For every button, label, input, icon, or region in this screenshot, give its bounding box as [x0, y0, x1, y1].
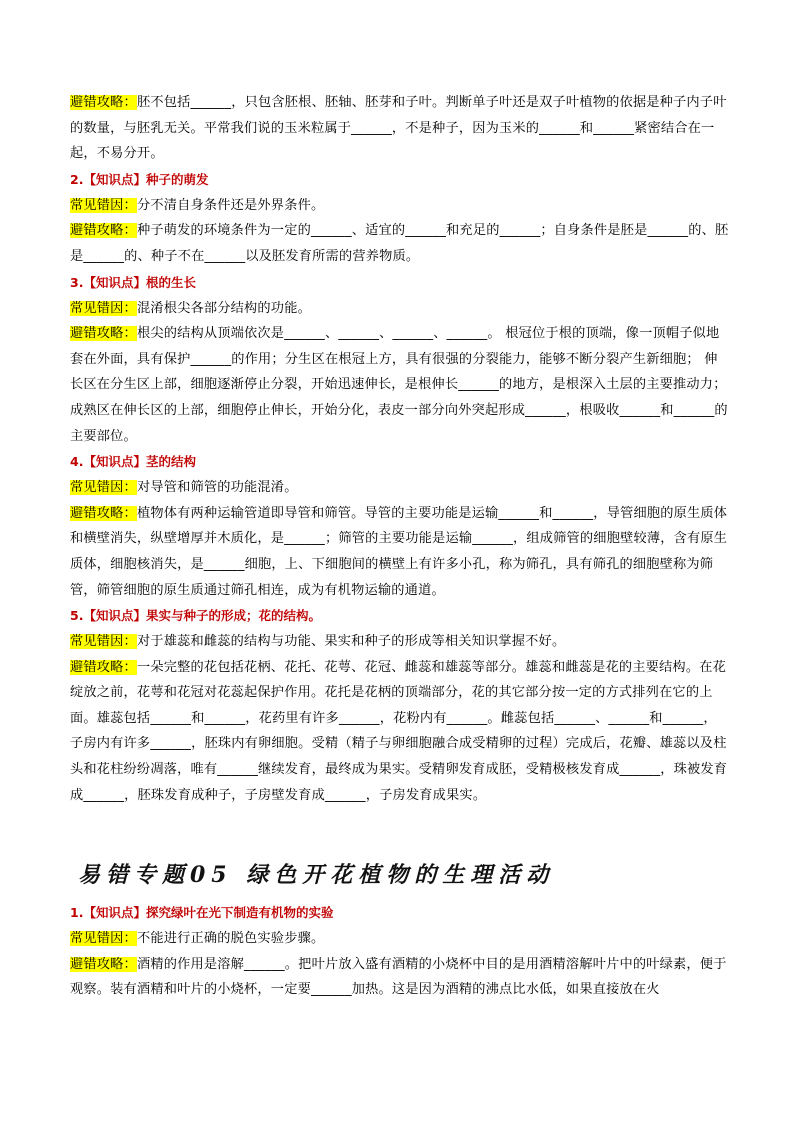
text-avoid: 一朵完整的花包括花柄、花托、花萼、花冠、雌蕊和雄蕊等部分。雄蕊和雌蕊是花的主要结构。在花绽放之前，花萼和花冠对花蕊起保护作用。花托是花柄的顶端部分，花的其它部分按一定的方式排列在它的上面。雄蕊包括______和______，花药里有许多______，花粉内有______。雌蕊包括______、______和______，子房内有许多______，胚珠内有卵细胞。受精（精子与卵细胞融合成受精卵的过程）完成后，花瓣、雄蕊以及柱头和花柱纷纷凋落，唯有______继续发育，最终成为果实。受精卵发育成胚，受精极核发育成______，珠被发育成______，胚珠发育成种子，子房壁发育成______，子房发育成果实。	[70, 659, 728, 803]
text-avoid: 植物体有两种运输管道即导管和筛管。导管的主要功能是运输______和______，导管细胞的原生质体和横壁消失，纵壁增厚并木质化，是______；筛管的主要功能是运输______，组成筛管的细胞壁较薄，含有原生质体，细胞核消失，是______细胞，上、下细胞间的横壁上有许多小孔，称为筛孔，具有筛孔的细胞壁称为筛管，筛管细胞的原生质通过筛孔相连，成为有机物运输的通道。	[70, 505, 728, 598]
label-common-cause: 常见错因：	[70, 634, 137, 650]
text-avoid: 胚不包括______，只包含胚根、胚轴、胚芽和子叶。判断单子叶还是双子叶植物的依据是种子内子叶的数量，与胚乳无关。平常我们说的玉米粒属于______，不是种子，因为玉米的______和______紧密结合在一起，不易分开。	[70, 95, 727, 162]
paragraph-cause	[70, 193, 730, 219]
paragraph-avoid	[70, 321, 730, 449]
knowledge-point-title: 4.【知识点】茎的结构	[70, 454, 196, 470]
knowledge-point-title: 2.【知识点】种子的萌发	[70, 171, 209, 187]
label-common-cause: 常见错因：	[70, 480, 137, 496]
text-avoid: 酒精的作用是溶解______。把叶片放入盛有酒精的小烧杯中目的是用酒精溶解叶片中的叶绿素，便于观察。装有酒精和叶片的小烧杯，一定要______加热。这是因为酒精的沸点比水低，如果直接放在火	[70, 956, 727, 998]
text-cause: 不能进行正确的脱色实验步骤。	[136, 931, 325, 946]
knowledge-point-title: 3.【知识点】根的生长	[70, 274, 196, 290]
paragraph-avoid	[70, 952, 730, 1003]
topic-heading: 易错专题05 绿色开花植物的生理活动	[78, 862, 555, 888]
paragraph-cause	[70, 296, 730, 322]
label-avoid-tips: 避错攻略：	[70, 326, 137, 342]
label-avoid-tips: 避错攻略：	[70, 956, 137, 972]
label-avoid-tips: 避错攻略：	[70, 95, 137, 110]
paragraph-cause	[70, 629, 730, 655]
knowledge-point-title: 1.【知识点】探究绿叶在光下制造有机物的实验	[70, 905, 334, 920]
label-common-cause: 常见错因：	[70, 931, 137, 946]
knowledge-point-title: 5.【知识点】果实与种子的形成；花的结构。	[70, 608, 321, 624]
paragraph-cause	[70, 926, 730, 952]
paragraph-avoid	[70, 218, 730, 269]
text-avoid: 根尖的结构从顶端依次是______、______、______、______。 根冠位于根的顶端，像一顶帽子似地套在外面，具有保护______的作用；分生区在根冠上方，具有很强的分裂能力，能够不断分裂产生新细胞； 伸长区在分生区上部，细胞逐渐停止分裂，开始迅速伸长，是根伸长______的地方，是根深入土层的主要推动力；成熟区在伸长区的上部，细胞停止伸长，开始分化，表皮一部分向外突起形成______，根吸收______和______的主要部位。	[70, 326, 728, 444]
text-cause: 对于雄蕊和雌蕊的结构与功能、果实和种子的形成等相关知识掌握不好。	[136, 634, 566, 650]
label-avoid-tips: 避错攻略：	[70, 659, 137, 675]
label-avoid-tips: 避错攻略：	[70, 223, 137, 239]
text-cause: 混淆根尖各部分结构的功能。	[136, 300, 311, 316]
document-body	[70, 90, 730, 808]
paragraph-avoid	[70, 655, 730, 809]
paragraph-avoid	[70, 90, 730, 167]
paragraph-avoid	[70, 501, 730, 603]
text-cause: 对导管和筛管的功能混淆。	[136, 480, 298, 496]
paragraph-cause	[70, 475, 730, 501]
document-body-continued	[70, 900, 730, 1003]
label-common-cause: 常见错因：	[70, 197, 137, 213]
label-avoid-tips: 避错攻略：	[70, 505, 137, 521]
text-cause: 分不清自身条件还是外界条件。	[136, 197, 325, 213]
label-common-cause: 常见错因：	[70, 300, 137, 316]
text-avoid: 种子萌发的环境条件为一定的______、适宜的______和充足的______；自身条件是胚是______的、胚是______的、种子不在______以及胚发育所需的营养物质。	[70, 223, 729, 264]
